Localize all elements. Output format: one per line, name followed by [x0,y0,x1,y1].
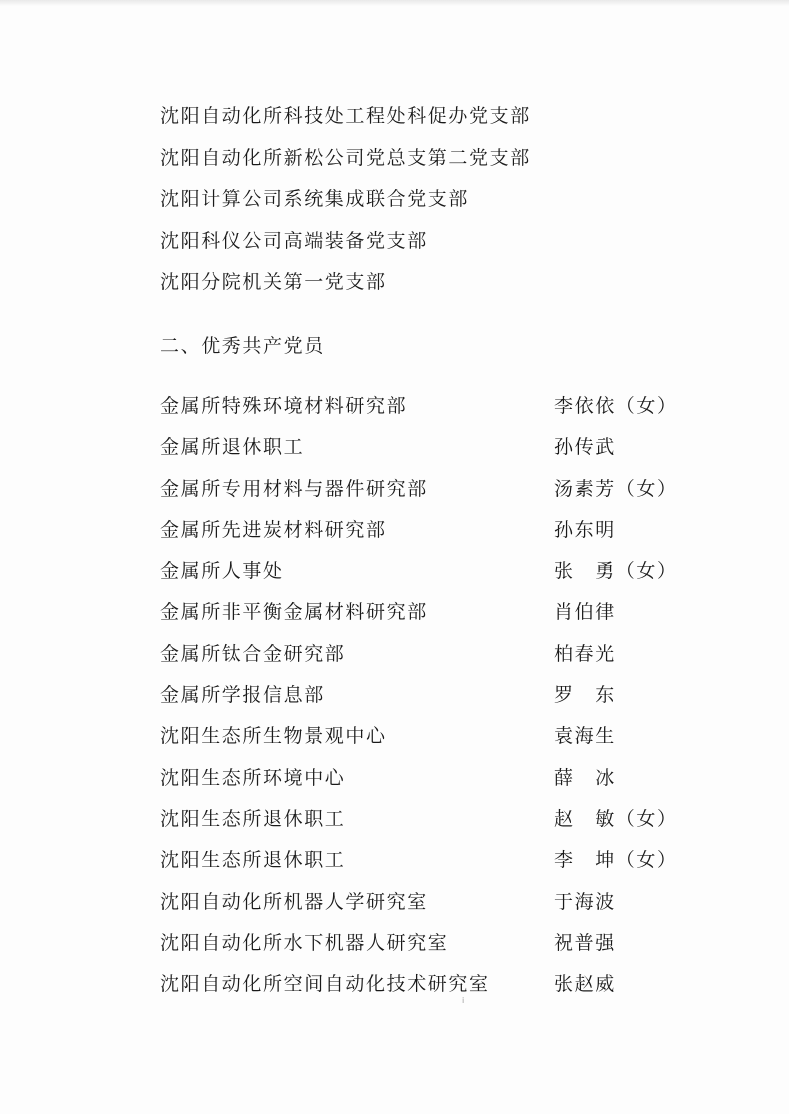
member-name: 孙传武 [554,436,616,459]
member-unit: 金属所特殊环境材料研究部 [160,395,408,417]
member-unit: 金属所退休职工 [160,436,305,459]
member-row [160,510,720,551]
member-row [160,799,720,840]
member-unit: 沈阳自动化所机器人学研究室 [160,890,428,913]
member-name: 罗 东 [554,684,616,707]
member-row [160,758,720,799]
member-unit: 金属所非平衡金属材料研究部 [160,601,428,624]
member-row [160,551,720,592]
member-row [160,427,720,468]
member-name: 薛 冰 [554,766,616,789]
member-unit: 沈阳自动化所水下机器人研究室 [160,931,449,954]
member-name: 祝普强 [554,931,616,954]
scan-edge [0,0,789,6]
branch-item: 沈阳分院机关第一党支部 [160,271,387,293]
branch-item: 沈阳自动化所新松公司党总支第二党支部 [160,146,531,169]
member-row [160,469,720,510]
member-unit: 金属所人事处 [160,560,284,583]
member-list [160,386,720,1005]
member-name: 肖伯律 [554,601,616,624]
member-unit: 金属所学报信息部 [160,684,325,707]
member-unit: 沈阳生态所退休职工 [160,849,346,872]
member-unit: 沈阳生态所退休职工 [160,807,346,830]
member-name: 赵 敏（女） [554,807,678,830]
member-name: 汤素芳（女） [554,477,678,500]
member-name: 张赵威 [554,973,616,996]
member-name: 李 坤（女） [554,849,678,872]
member-row [160,882,720,923]
member-name: 柏春光 [554,642,616,665]
member-name: 于海波 [554,890,616,913]
member-row [160,840,720,881]
member-unit: 沈阳生态所生物景观中心 [160,725,387,748]
member-row [160,923,720,964]
section-heading: 二、优秀共产党员 [160,335,325,357]
member-row [160,964,720,1005]
branch-item: 沈阳科仪公司高端装备党支部 [160,229,428,252]
member-name: 张 勇（女） [554,560,678,583]
branch-item: 沈阳自动化所科技处工程处科促办党支部 [160,105,531,127]
member-name: 李依依（女） [554,395,678,417]
member-row [160,634,720,675]
member-row [160,716,720,757]
page-mark: i [462,996,465,1005]
member-name: 孙东明 [554,518,616,541]
branch-item: 沈阳计算公司系统集成联合党支部 [160,188,470,210]
member-name: 袁海生 [554,725,616,748]
member-row [160,592,720,633]
member-unit: 沈阳生态所环境中心 [160,766,346,789]
member-row [160,386,720,427]
member-unit: 金属所钛合金研究部 [160,642,346,665]
member-unit: 金属所专用材料与器件研究部 [160,477,428,500]
branch-list [160,96,531,304]
member-unit: 金属所先进炭材料研究部 [160,518,387,541]
member-unit: 沈阳自动化所空间自动化技术研究室 [160,973,490,996]
member-row [160,675,720,716]
